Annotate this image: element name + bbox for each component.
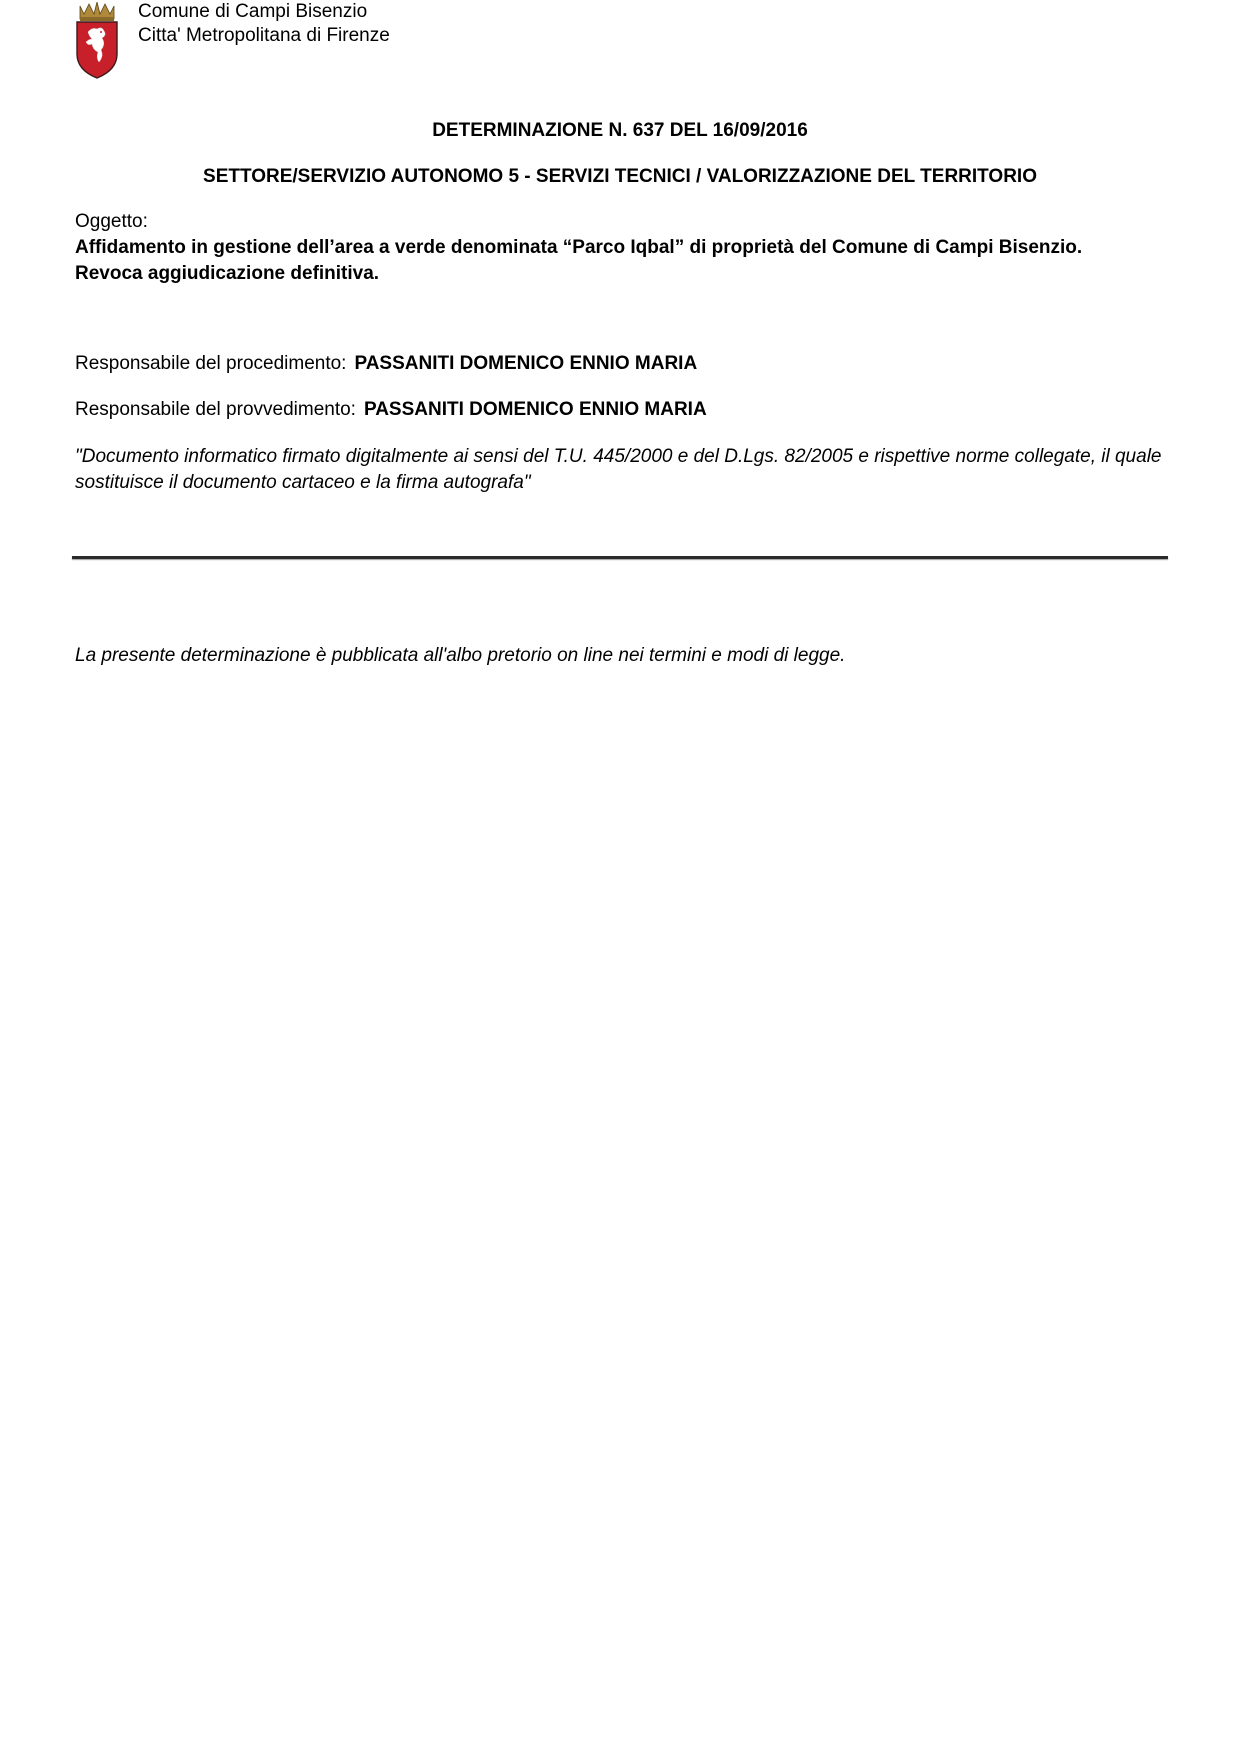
responsabile-procedimento-name: PASSANITI DOMENICO ENNIO MARIA	[354, 353, 698, 374]
citta-metropolitana: Citta' Metropolitana di Firenze	[138, 25, 390, 46]
firma-digitale-note: "Documento informatico firmato digitalmente ai sensi del T.U. 445/2000 e del D.Lgs. 82/2005 e rispettive norme collegate, il quale sostituisce il documento cartaceo e la firma autografa"	[75, 446, 1162, 493]
comune-name: Comune di Campi Bisenzio	[138, 1, 368, 22]
header	[138, 0, 390, 48]
section-divider	[72, 556, 1168, 559]
settore-title: SETTORE/SERVIZIO AUTONOMO 5 - SERVIZI TECNICI / VALORIZZAZIONE DEL TERRITORIO	[203, 166, 1037, 187]
coat-of-arms-icon	[74, 2, 120, 80]
oggetto-label: Oggetto:	[75, 211, 148, 232]
responsabile-procedimento-label: Responsabile del procedimento:	[75, 353, 347, 374]
responsabile-procedimento	[75, 353, 697, 375]
oggetto-text: Affidamento in gestione dell’area a verde denominata “Parco Iqbal” di proprietà del Comune di Campi Bisenzio. Revoca aggiudicazione definitiva.	[75, 237, 1083, 284]
pubblicazione-note: La presente determinazione è pubblicata all'albo pretorio on line nei termini e modi di legge.	[75, 645, 846, 666]
responsabile-provvedimento	[75, 399, 707, 421]
responsabile-provvedimento-name: PASSANITI DOMENICO ENNIO MARIA	[363, 399, 707, 420]
responsabile-provvedimento-label: Responsabile del provvedimento:	[75, 399, 356, 420]
determinazione-title: DETERMINAZIONE N. 637 DEL 16/09/2016	[432, 120, 808, 141]
